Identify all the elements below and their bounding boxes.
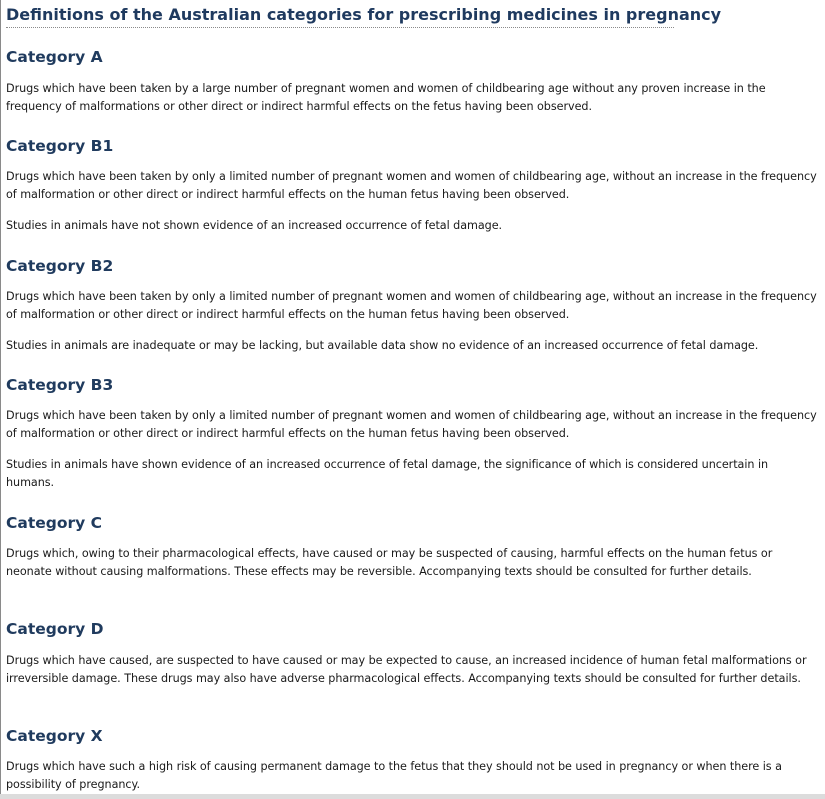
category-c-heading: Category C	[6, 514, 103, 532]
bottom-divider	[0, 794, 825, 799]
category-b1-heading: Category B1	[6, 137, 114, 155]
category-b1-definition: Drugs which have been taken by only a limited number of pregnant women and women of childbearing age, without an increase in the frequency of malformation or other direct or indirect harmful effects on the human fetus having been observed.	[6, 170, 817, 201]
category-d-definition: Drugs which have caused, are suspected to have caused or may be expected to cause, an increased incidence of human fetal malformations or irreversible damage. These drugs may also have adverse pharmacological effects. Accompanying texts should be consulted for further details.	[6, 654, 807, 685]
category-a-definition: Drugs which have been taken by a large number of pregnant women and women of childbearing age without any proven increase in the frequency of malformations or other direct or indirect harmful effects on the fetus having been observed.	[6, 82, 766, 113]
category-a-heading: Category A	[6, 48, 103, 66]
page-title: Definitions of the Australian categories for prescribing medicines in pregnancy	[6, 4, 674, 28]
category-b1-animal-studies: Studies in animals have not shown evidence of an increased occurrence of fetal damage.	[6, 219, 503, 232]
category-c-definition: Drugs which, owing to their pharmacological effects, have caused or may be suspected of causing, harmful effects on the human fetus or neonate without causing malformations. These effects may be reversible. Accompanying texts should be consulted for further details.	[6, 547, 773, 578]
category-b3-heading: Category B3	[6, 376, 114, 394]
category-b2-heading: Category B2	[6, 257, 114, 275]
category-d-heading: Category D	[6, 620, 104, 638]
category-b3-definition: Drugs which have been taken by only a limited number of pregnant women and women of childbearing age, without an increase in the frequency of malformation or other direct or indirect harmful effects on the human fetus having been observed.	[6, 409, 817, 440]
category-b2-definition: Drugs which have been taken by only a limited number of pregnant women and women of childbearing age, without an increase in the frequency of malformation or other direct or indirect harmful effects on the human fetus having been observed.	[6, 290, 817, 321]
category-x-definition: Drugs which have such a high risk of causing permanent damage to the fetus that they should not be used in pregnancy or when there is a possibility of pregnancy.	[6, 760, 782, 791]
category-x-heading: Category X	[6, 727, 103, 745]
category-b2-animal-studies: Studies in animals are inadequate or may be lacking, but available data show no evidence of an increased occurrence of fetal damage.	[6, 339, 759, 352]
category-b3-animal-studies: Studies in animals have shown evidence of an increased occurrence of fetal damage, the significance of which is considered uncertain in humans.	[6, 458, 769, 489]
